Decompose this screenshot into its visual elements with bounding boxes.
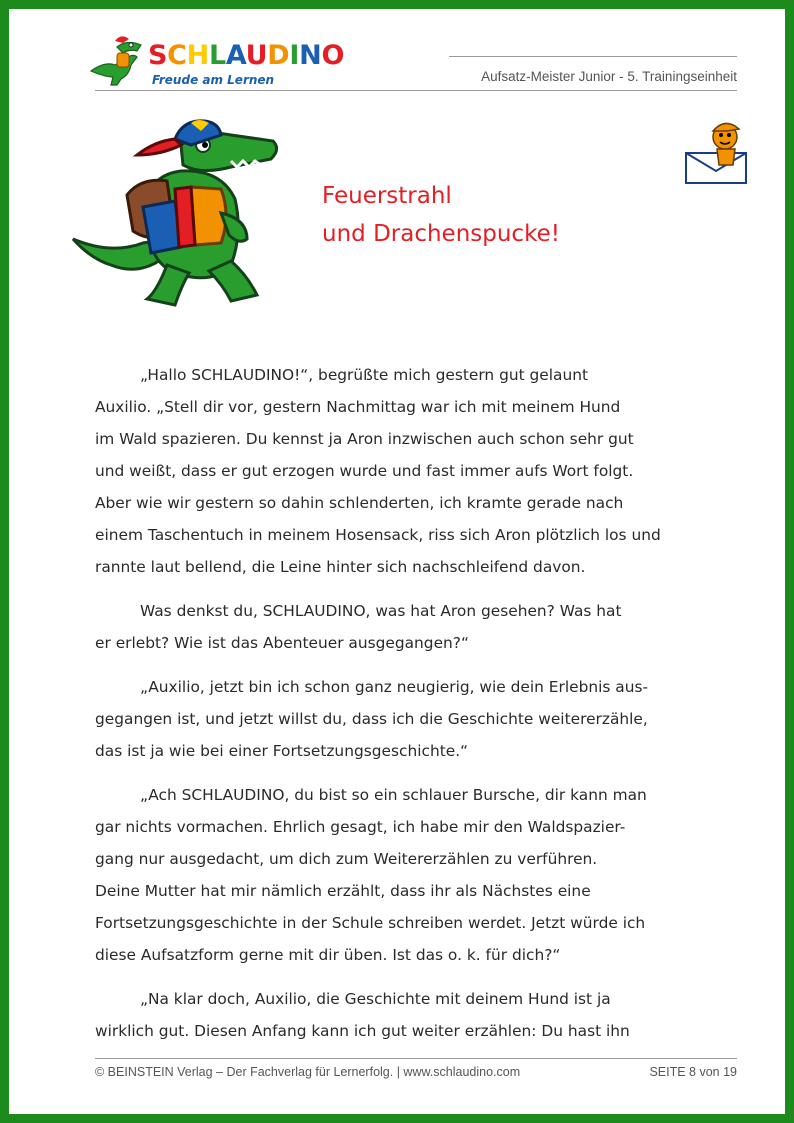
logo-letter: S xyxy=(148,40,168,71)
header-rule-bottom xyxy=(95,90,737,91)
paragraph xyxy=(95,359,689,583)
crocodile-mascot-illustration xyxy=(71,115,281,315)
title-line-2: und Drachenspucke! xyxy=(322,221,560,247)
schlaudino-logo xyxy=(81,25,345,95)
letter-character-icon xyxy=(683,119,749,187)
page-number: SEITE 8 von 19 xyxy=(649,1065,737,1079)
footer-copyright: © BEINSTEIN Verlag – Der Fachverlag für Lernerfolg. | www.schlaudino.com xyxy=(95,1065,521,1079)
text-line: das ist ja wie bei einer Fortsetzungsgeschichte.“ xyxy=(95,742,469,760)
logo-letter: U xyxy=(245,40,268,71)
logo-letter: H xyxy=(186,40,209,71)
text-line: Was denkst du, SCHLAUDINO, was hat Aron gesehen? Was hat xyxy=(140,602,622,620)
paragraph xyxy=(95,595,689,659)
text-line: „Auxilio, jetzt bin ich schon ganz neugierig, wie dein Erlebnis aus- xyxy=(140,678,649,696)
text-line: Fortsetzungsgeschichte in der Schule schreiben werdet. Jetzt würde ich xyxy=(95,914,646,932)
logo-letter: I xyxy=(289,40,300,71)
logo-letter: C xyxy=(167,40,187,71)
logo-letter: D xyxy=(267,40,290,71)
header-rule-top xyxy=(449,56,737,57)
text-line: im Wald spazieren. Du kennst ja Aron inzwischen auch schon sehr gut xyxy=(95,430,634,448)
paragraph xyxy=(95,671,689,767)
text-line: gang nur ausgedacht, um dich zum Weitererzählen zu verführen. xyxy=(95,850,598,868)
crocodile-logo-icon xyxy=(87,31,147,87)
text-line: Deine Mutter hat mir nämlich erzählt, dass ihr als Nächstes eine xyxy=(95,882,591,900)
text-line: „Hallo SCHLAUDINO!“, begrüßte mich gestern gut gelaunt xyxy=(140,366,589,384)
story-text xyxy=(95,359,689,1059)
text-line: Aber wie wir gestern so dahin schlenderten, ich kramte gerade nach xyxy=(95,494,624,512)
text-line: diese Aufsatzform gerne mit dir üben. Ist das o. k. für dich?“ xyxy=(95,946,561,964)
logo-letter: O xyxy=(321,40,345,71)
paragraph xyxy=(95,779,689,971)
text-line: „Ach SCHLAUDINO, du bist so ein schlauer Bursche, dir kann man xyxy=(140,786,647,804)
logo-letter: L xyxy=(208,40,226,71)
title-line-1: Feuerstrahl xyxy=(322,183,452,209)
text-line: gar nichts vormachen. Ehrlich gesagt, ich habe mir den Waldspazier- xyxy=(95,818,626,836)
logo-letter: N xyxy=(299,40,322,71)
text-line: er erlebt? Wie ist das Abenteuer ausgegangen?“ xyxy=(95,634,469,652)
page-title xyxy=(322,177,560,253)
footer-rule xyxy=(95,1058,737,1059)
text-line: „Na klar doch, Auxilio, die Geschichte mit deinem Hund ist ja xyxy=(140,990,611,1008)
text-line: einem Taschentuch in meinem Hosensack, riss sich Aron plötzlich los und xyxy=(95,526,661,544)
text-line: rannte laut bellend, die Leine hinter sich nachschleifend davon. xyxy=(95,558,586,576)
text-line: Auxilio. „Stell dir vor, gestern Nachmittag war ich mit meinem Hund xyxy=(95,398,621,416)
paragraph xyxy=(95,983,689,1047)
text-line: gegangen ist, und jetzt willst du, dass ich die Geschichte weitererzähle, xyxy=(95,710,648,728)
logo-tagline: Freude am Lernen xyxy=(152,73,275,87)
header-subtitle: Aufsatz-Meister Junior - 5. Trainingseinheit xyxy=(481,69,737,84)
logo-letter: A xyxy=(225,40,246,71)
text-line: wirklich gut. Diesen Anfang kann ich gut weiter erzählen: Du hast ihn xyxy=(95,1022,630,1040)
text-line: und weißt, dass er gut erzogen wurde und fast immer aufs Wort folgt. xyxy=(95,462,634,480)
logo-wordmark xyxy=(148,41,344,71)
